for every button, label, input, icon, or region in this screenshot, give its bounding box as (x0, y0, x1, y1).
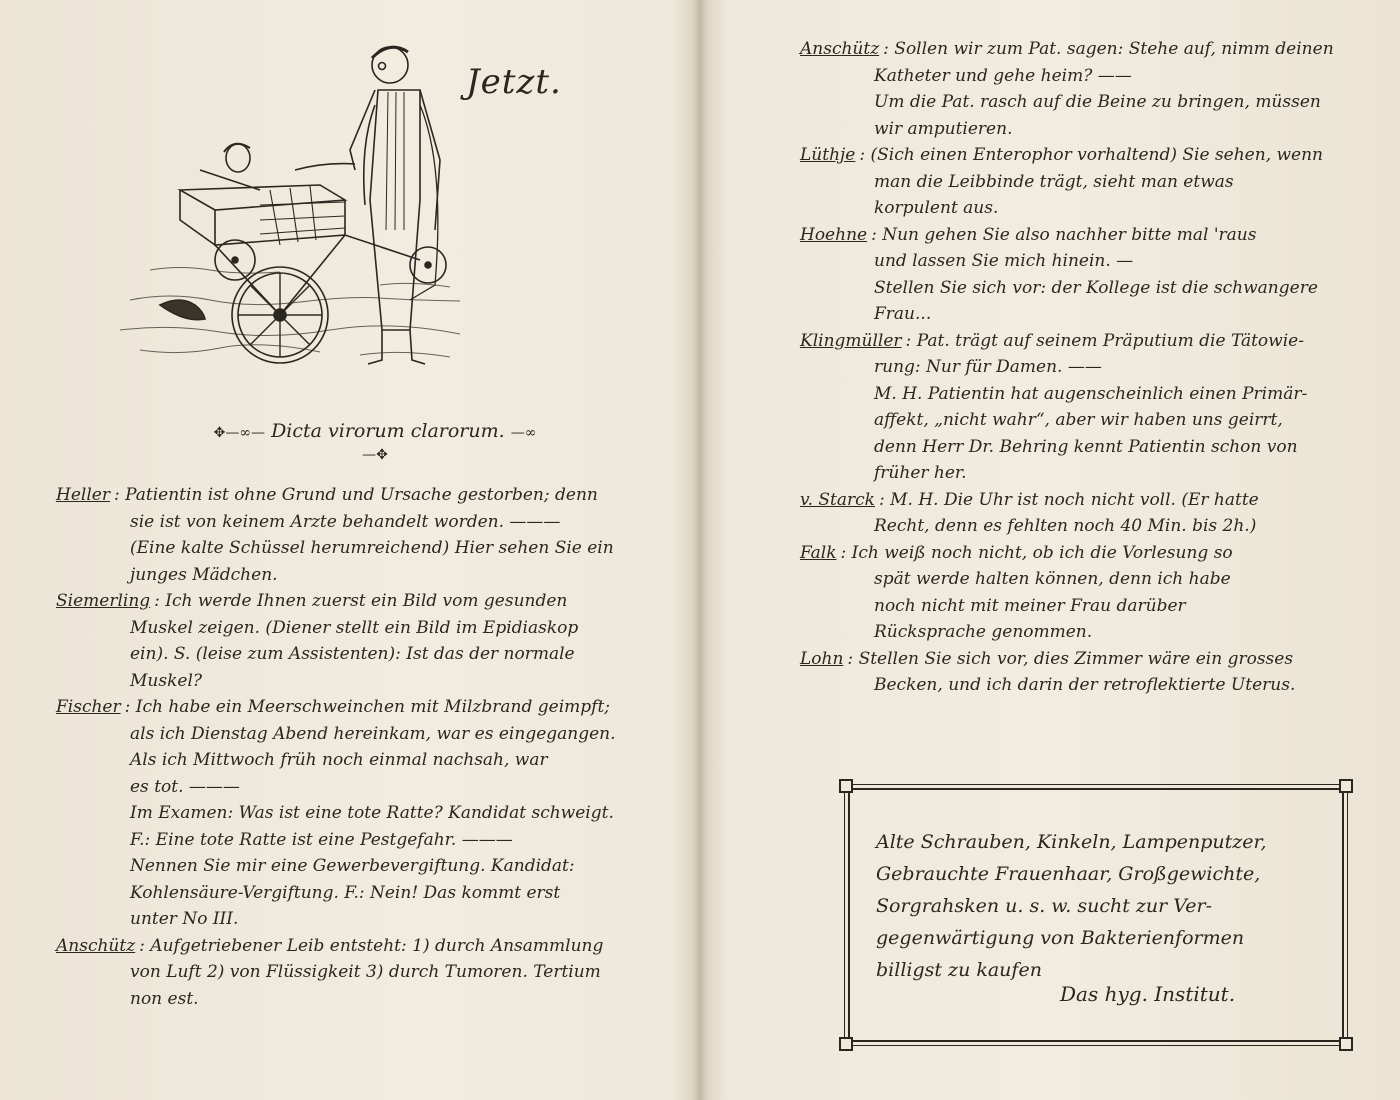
section-subtitle (210, 420, 540, 464)
ornament-right-icon: —∞—✥ (362, 425, 537, 463)
quote-entry (56, 933, 686, 1013)
advert-text (876, 826, 1316, 986)
quote-line: Recht, denn es fehlten noch 40 Min. bis 2h.) (874, 516, 1257, 536)
quote-entry (800, 222, 1370, 328)
speaker-name: Anschütz (800, 39, 880, 59)
quote-line: korpulent aus. (874, 198, 999, 218)
quote-line: Hoehne : Nun gehen Sie also nachher bitte mal 'raus (800, 224, 1257, 245)
quote-text: Ich habe ein Meerschweinchen mit Milzbrand geimpft; (135, 697, 611, 717)
quote-line: sie ist von keinem Arzte behandelt worden. ——— (130, 511, 561, 532)
quote-text: Ich weiß noch nicht, ob ich die Vorlesung so (851, 542, 1233, 563)
quote-line: affekt, „nicht wahr“, aber wir haben uns geirrt, (874, 410, 1283, 430)
speaker-name: Heller (56, 485, 110, 505)
quote-text: M. H. Die Uhr ist noch nicht voll. (Er hatte (890, 489, 1259, 510)
subtitle-text: Dicta virorum clarorum. (271, 420, 505, 442)
quote-entry (800, 142, 1370, 222)
quote-line: von Luft 2) von Flüssigkeit 3) durch Tumoren. Tertium (130, 962, 601, 982)
quote-entry (800, 540, 1370, 646)
quote-line: Muskel? (130, 670, 202, 691)
quote-line: M. H. Patientin hat augenscheinlich einen Primär- (874, 383, 1308, 404)
quote-line: Lüthje : (Sich einen Enterophor vorhaltend) Sie sehen, wenn (800, 145, 1324, 165)
quote-line: noch nicht mit meiner Frau darüber (874, 595, 1186, 616)
ornament-left-icon: ✥—∞— (213, 425, 266, 441)
advert-line: gegenwärtigung von Bakterienformen (876, 927, 1245, 949)
quote-entry (56, 694, 686, 933)
speaker-name: Hoehne (800, 224, 868, 245)
quote-line: Katheter und gehe heim? —— (874, 65, 1132, 86)
quote-line: Frau... (874, 304, 932, 324)
quote-entry (800, 328, 1370, 487)
quote-text: Nun gehen Sie also nachher bitte mal 'raus (882, 224, 1257, 245)
quote-entry (56, 588, 686, 694)
box-corner-bottom-right-icon (1339, 1037, 1353, 1051)
speaker-name: Falk (800, 542, 837, 563)
quote-line: denn Herr Dr. Behring kennt Patientin schon von (874, 436, 1298, 457)
quote-line: Fischer : Ich habe ein Meerschweinchen mit Milzbrand geimpft; (56, 697, 611, 717)
quote-line: als ich Dienstag Abend hereinkam, war es eingegangen. (130, 723, 616, 744)
quote-line: Um die Pat. rasch auf die Beine zu bringen, müssen (874, 92, 1321, 112)
box-corner-top-left-icon (839, 779, 853, 793)
advert-line: billigst zu kaufen (876, 959, 1042, 981)
quote-line: Kohlensäure-Vergiftung. F.: Nein! Das kommt erst (130, 882, 561, 903)
quote-line: Anschütz : Aufgetriebener Leib entsteht: 1) durch Ansammlung (56, 935, 604, 956)
quote-line: es tot. ——— (130, 776, 240, 797)
left-quotes-list (56, 482, 686, 1012)
quote-text: Stellen Sie sich vor, dies Zimmer wäre ein grosses (858, 648, 1294, 669)
quote-line: Rücksprache genommen. (874, 622, 1093, 642)
quote-entry (800, 487, 1370, 540)
advert-signature: Das hyg. Institut. (1060, 982, 1236, 1006)
quote-line: spät werde halten können, denn ich habe (874, 569, 1231, 589)
quote-line: Als ich Mittwoch früh noch einmal nachsah, war (130, 750, 548, 770)
advert-box (848, 788, 1344, 1042)
right-quotes-list (800, 36, 1370, 699)
quote-line: Falk : Ich weiß noch nicht, ob ich die Vorlesung so (800, 542, 1233, 563)
quote-text: Ich werde Ihnen zuerst ein Bild vom gesunden (165, 591, 568, 611)
quote-text: Aufgetriebener Leib entsteht: 1) durch Ansammlung (150, 935, 604, 956)
quote-line: Siemerling : Ich werde Ihnen zuerst ein Bild vom gesunden (56, 591, 568, 611)
quote-text: Sollen wir zum Pat. sagen: Stehe auf, nimm deinen (894, 39, 1334, 59)
quote-line: Heller : Patientin ist ohne Grund und Ursache gestorben; denn (56, 485, 598, 505)
left-page (0, 0, 698, 1100)
quote-line: früher her. (874, 463, 967, 483)
quote-line: (Eine kalte Schüssel herumreichend) Hier sehen Sie ein (130, 538, 614, 558)
quote-line: Lohn : Stellen Sie sich vor, dies Zimmer wäre ein grosses (800, 648, 1294, 669)
quote-line: man die Leibbinde trägt, sieht man etwas (874, 171, 1234, 192)
quote-line: Nennen Sie mir eine Gewerbevergiftung. Kandidat: (130, 856, 575, 876)
quote-text: Patientin ist ohne Grund und Ursache gestorben; denn (125, 485, 598, 505)
box-corner-bottom-left-icon (839, 1037, 853, 1051)
quote-line: wir amputieren. (874, 118, 1013, 139)
speaker-name: Klingmüller (800, 330, 902, 351)
quote-entry (56, 482, 686, 588)
speaker-name: Siemerling (56, 591, 151, 611)
quote-line: non est. (130, 988, 199, 1009)
quote-line: ein). S. (leise zum Assistenten): Ist das der normale (130, 644, 575, 664)
quote-line: Muskel zeigen. (Diener stellt ein Bild im Epidiaskop (130, 617, 579, 638)
speaker-name: Anschütz (56, 935, 136, 956)
doctor-with-patient-cart-illustration (120, 30, 470, 385)
quote-line: rung: Nur für Damen. —— (874, 357, 1102, 377)
speaker-name: v. Starck (800, 489, 875, 510)
speaker-name: Fischer (56, 697, 121, 717)
quote-line: Im Examen: Was ist eine tote Ratte? Kandidat schweigt. (130, 803, 614, 823)
speaker-name: Lohn (800, 648, 844, 669)
quote-line: v. Starck : M. H. Die Uhr ist noch nicht voll. (Er hatte (800, 489, 1259, 510)
quote-line: junges Mädchen. (130, 564, 278, 585)
quote-text: Pat. trägt auf seinem Präputium die Tätowie- (916, 330, 1304, 351)
quote-line: Becken, und ich darin der retroflektierte Uterus. (874, 675, 1296, 695)
quote-entry (800, 646, 1370, 699)
advert-line: Sorgrahsken u. s. w. sucht zur Ver- (876, 895, 1212, 917)
quote-line: und lassen Sie mich hinein. — (874, 251, 1134, 271)
quote-line: Anschütz : Sollen wir zum Pat. sagen: Stehe auf, nimm deinen (800, 39, 1334, 59)
quote-line: Klingmüller : Pat. trägt auf seinem Präputium die Tätowie- (800, 330, 1304, 351)
speaker-name: Lüthje (800, 145, 856, 165)
quote-entry (800, 36, 1370, 142)
quote-line: unter No III. (130, 909, 239, 929)
quote-text: (Sich einen Enterophor vorhaltend) Sie sehen, wenn (870, 145, 1324, 165)
quote-line: Stellen Sie sich vor: der Kollege ist die schwangere (874, 277, 1318, 298)
advert-line: Gebrauchte Frauenhaar, Großgewichte, (876, 863, 1261, 885)
quote-line: F.: Eine tote Ratte ist eine Pestgefahr. ——— (130, 829, 513, 850)
advert-line: Alte Schrauben, Kinkeln, Lampenputzer, (876, 831, 1267, 853)
page-title: Jetzt. (466, 62, 562, 102)
box-corner-top-right-icon (1339, 779, 1353, 793)
